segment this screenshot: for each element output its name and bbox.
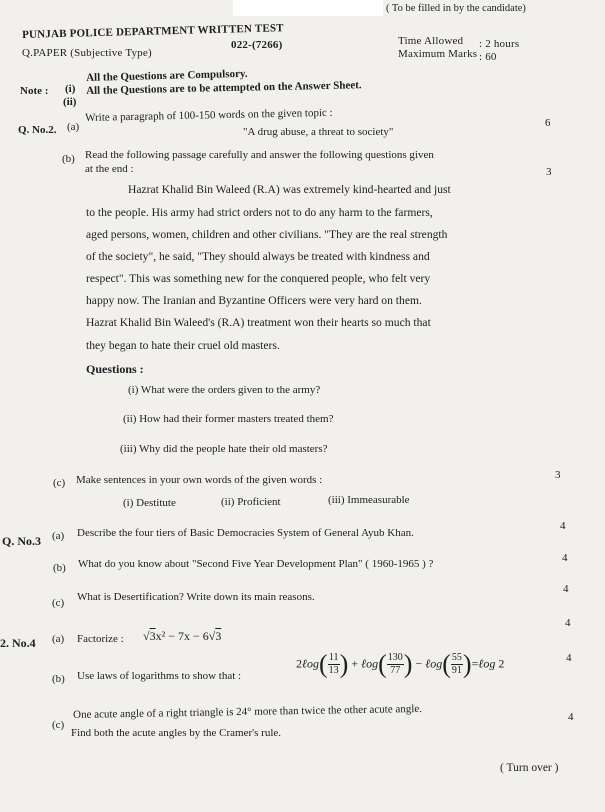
passage-line: they began to hate their cruel old masters.: [86, 339, 280, 352]
paper-type: Q.PAPER (Subjective Type): [22, 47, 152, 59]
q2c-marks: 3: [555, 469, 561, 481]
redaction-box: [233, 0, 383, 16]
passage-question-3: (iii) Why did the people hate their old masters?: [120, 443, 328, 455]
passage-line: Hazrat Khalid Bin Waleed (R.A) was extremely kind-hearted and just: [128, 183, 451, 196]
q3a-text: Describe the four tiers of Basic Democracies System of General Ayub Khan.: [77, 527, 414, 539]
note-item-2-num: (ii): [63, 96, 77, 108]
q4c-text-line1: One acute angle of a right triangle is 24° more than twice the other acute angle.: [73, 702, 423, 721]
q2a-marks: 6: [545, 117, 551, 129]
passage-line: of the society", he said, "They should always be treated with kindness and: [86, 250, 430, 263]
q3b-marks: 4: [562, 552, 568, 564]
passage-question-2: (ii) How had their former masters treated them?: [123, 413, 334, 425]
q4c-text-line2: Find both the acute angles by the Cramer's rule.: [71, 727, 282, 739]
note-label: Note :: [20, 85, 49, 97]
passage-line: to the people. His army had strict orders not to do any harm to the farmers,: [86, 206, 433, 219]
q3c-label: (c): [52, 597, 65, 609]
passage-question-1: (i) What were the orders given to the army?: [128, 384, 321, 396]
q2-number: Q. No.2.: [18, 124, 57, 136]
q3a-marks: 4: [560, 520, 566, 532]
q2c-text: Make sentences in your own words of the given words :: [76, 474, 323, 486]
passage-line: aged persons, women, children and other civilians. "They are the real strength: [86, 228, 448, 241]
word-1: (i) Destitute: [123, 497, 176, 509]
q2a-topic: "A drug abuse, a threat to society": [243, 126, 394, 138]
passage-line: Hazrat Khalid Bin Waleed's (R.A) treatment won their hearts so much that: [86, 316, 431, 329]
time-allowed-label: Time Allowed: [398, 35, 464, 47]
word-2: (ii) Proficient: [221, 496, 281, 508]
q4a-marks: 4: [565, 617, 571, 629]
time-allowed-value: : 2 hours: [479, 38, 520, 50]
filled-by-candidate-note: ( To be filled in by the candidate): [386, 3, 526, 14]
q2b-text-line1: Read the following passage carefully and answer the following questions given: [85, 149, 434, 161]
q2b-text-line2: at the end :: [85, 163, 134, 175]
turn-over: ( Turn over ): [500, 762, 559, 774]
questions-heading: Questions :: [86, 362, 144, 376]
q4b-label: (b): [52, 673, 65, 685]
q3a-label: (a): [52, 530, 65, 542]
logarithm-identity: 2ℓog( $\frac{11}{13}$ ) + ℓog( $\frac{130}{77}$ ) − ℓog( $\frac{55}{91}$ )=ℓog 2: [296, 649, 505, 679]
q2a-label: (a): [67, 121, 80, 133]
note-item-1: All the Questions are Compulsory.: [86, 67, 248, 84]
q4-number: 2. No.4: [0, 636, 36, 650]
q2c-label: (c): [53, 477, 66, 489]
q2b-marks: 3: [546, 166, 552, 178]
q4b-marks: 4: [566, 652, 572, 664]
q4a-text: Factorize :: [77, 633, 124, 645]
note-item-1-num: (i): [65, 83, 76, 95]
q4b-text: Use laws of logarithms to show that :: [77, 670, 242, 682]
q3-number: Q. No.3: [2, 534, 41, 548]
passage-line: respect". This was something new for the conquered people, who felt very: [86, 272, 431, 285]
max-marks-label: Maximum Marks: [398, 48, 478, 60]
q4c-label: (c): [52, 719, 65, 731]
word-3: (iii) Immeasurable: [328, 494, 410, 506]
passage-line: happy now. The Iranian and Byzantine Officers were very hard on them.: [86, 294, 422, 307]
q3c-text: What is Desertification? Write down its main reasons.: [77, 591, 315, 603]
paper-title: PUNJAB POLICE DEPARTMENT WRITTEN TEST: [22, 22, 284, 41]
q2b-label: (b): [62, 153, 75, 165]
q3b-label: (b): [53, 562, 66, 574]
note-item-2: All the Questions are to be attempted on the Answer Sheet.: [86, 79, 362, 97]
max-marks-value: : 60: [479, 51, 497, 63]
factorize-expression: √3x² − 7x − 6√3: [143, 629, 222, 643]
q4c-marks: 4: [568, 711, 574, 723]
q4a-label: (a): [52, 633, 65, 645]
q3c-marks: 4: [563, 583, 569, 595]
paper-code: 022-(7266): [231, 39, 283, 51]
q3b-text: What do you know about "Second Five Year Development Plan" ( 1960-1965 ) ?: [78, 558, 434, 570]
q2a-text: Write a paragraph of 100-150 words on the given topic :: [85, 106, 333, 124]
